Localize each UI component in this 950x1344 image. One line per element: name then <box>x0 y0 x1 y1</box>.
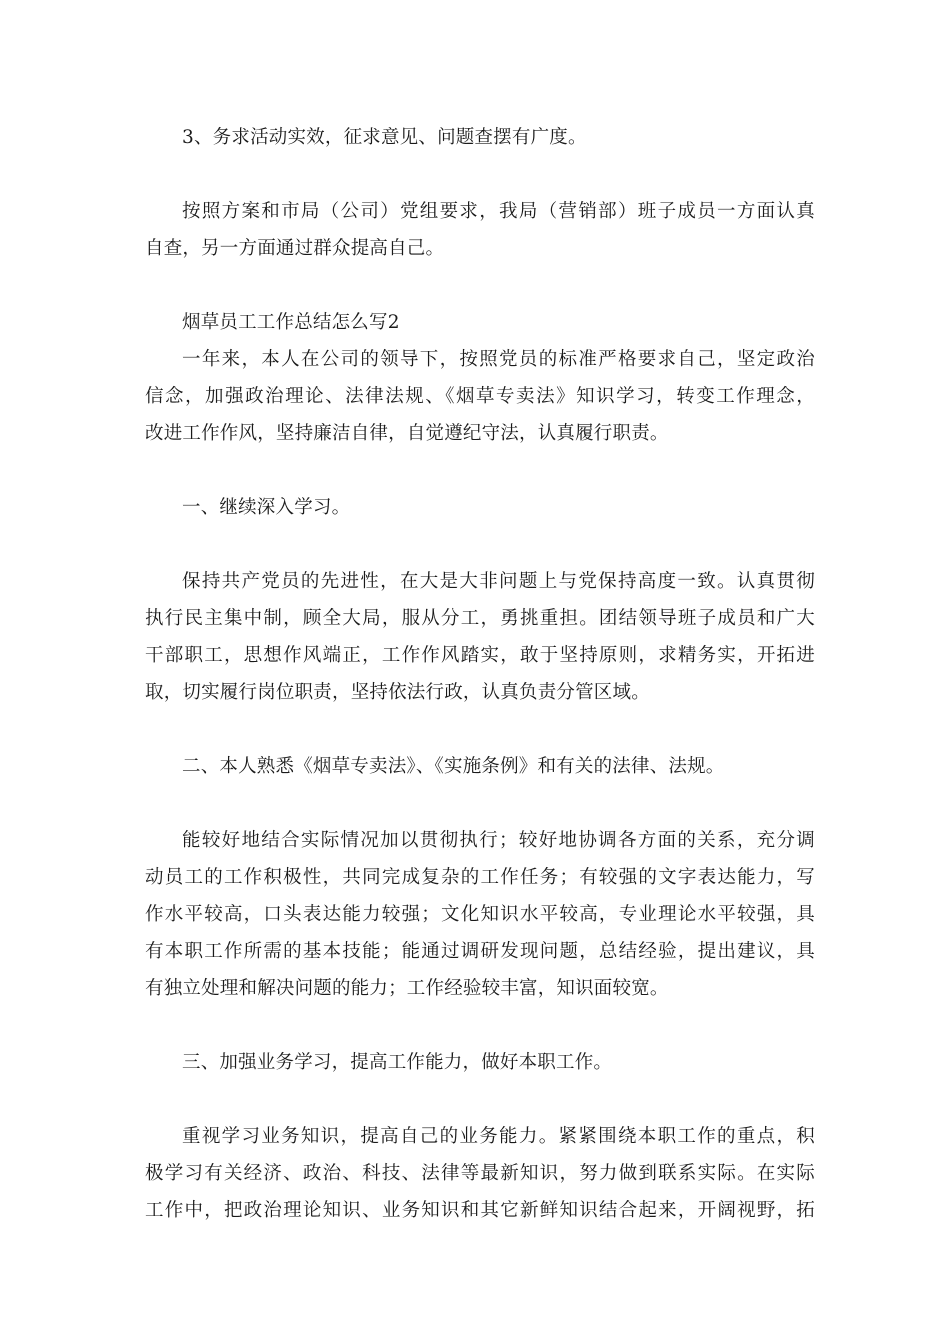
paragraph-line: 工作中，把政治理论知识、业务知识和其它新鲜知识结合起来，开阔视野，拓 <box>145 1200 815 1221</box>
paragraph-line: 执行民主集中制，顾全大局，服从分工，勇挑重担。团结领导班子成员和广大 <box>145 608 815 629</box>
paragraph-line: 取，切实履行岗位职责，坚持依法行政，认真负责分管区域。 <box>145 682 650 703</box>
paragraph-line: 极学习有关经济、政治、科技、法律等最新知识，努力做到联系实际。在实际 <box>145 1163 815 1184</box>
section-heading-2: 二、本人熟悉《烟草专卖法》、《实施条例》和有关的法律、法规。 <box>182 756 725 777</box>
paragraph-line: 干部职工，思想作风端正，工作作风踏实，敢于坚持原则，求精务实，开拓进 <box>145 645 815 666</box>
paragraph-line: 重视学习业务知识，提高自己的业务能力。紧紧围绕本职工作的重点，积 <box>182 1126 815 1147</box>
paragraph-line: 按照方案和市局（公司）党组要求，我局（营销部）班子成员一方面认真 <box>182 201 815 222</box>
paragraph-line: 动员工的工作积极性，共同完成复杂的工作任务；有较强的文字表达能力，写 <box>145 867 815 888</box>
paragraph-line: 能较好地结合实际情况加以贯彻执行；较好地协调各方面的关系，充分调 <box>182 830 815 851</box>
paragraph-line: 有独立处理和解决问题的能力；工作经验较丰富，知识面较宽。 <box>145 978 669 999</box>
section-heading-3: 三、加强业务学习，提高工作能力，做好本职工作。 <box>182 1052 613 1073</box>
paragraph-line: 自查，另一方面通过群众提高自己。 <box>145 238 445 259</box>
paragraph-line: 改进工作作风，坚持廉洁自律，自觉遵纪守法，认真履行职责。 <box>145 423 669 444</box>
paragraph-line: 保持共产党员的先进性，在大是大非问题上与党保持高度一致。认真贯彻 <box>182 571 815 592</box>
section-heading-1: 一、继续深入学习。 <box>182 497 351 518</box>
paragraph-line: 一年来，本人在公司的领导下，按照党员的标准严格要求自己，坚定政治 <box>182 349 815 370</box>
list-item-3: 3、务求活动实效，征求意见、问题查摆有广度。 <box>182 127 587 148</box>
paragraph-line: 信念，加强政治理论、法律法规、《烟草专卖法》知识学习，转变工作理念， <box>145 386 815 407</box>
paragraph-line: 作水平较高，口头表达能力较强；文化知识水平较高，专业理论水平较强，具 <box>145 904 815 925</box>
section-title: 烟草员工工作总结怎么写2 <box>182 312 400 333</box>
paragraph-line: 有本职工作所需的基本技能；能通过调研发现问题，总结经验，提出建议，具 <box>145 941 815 962</box>
